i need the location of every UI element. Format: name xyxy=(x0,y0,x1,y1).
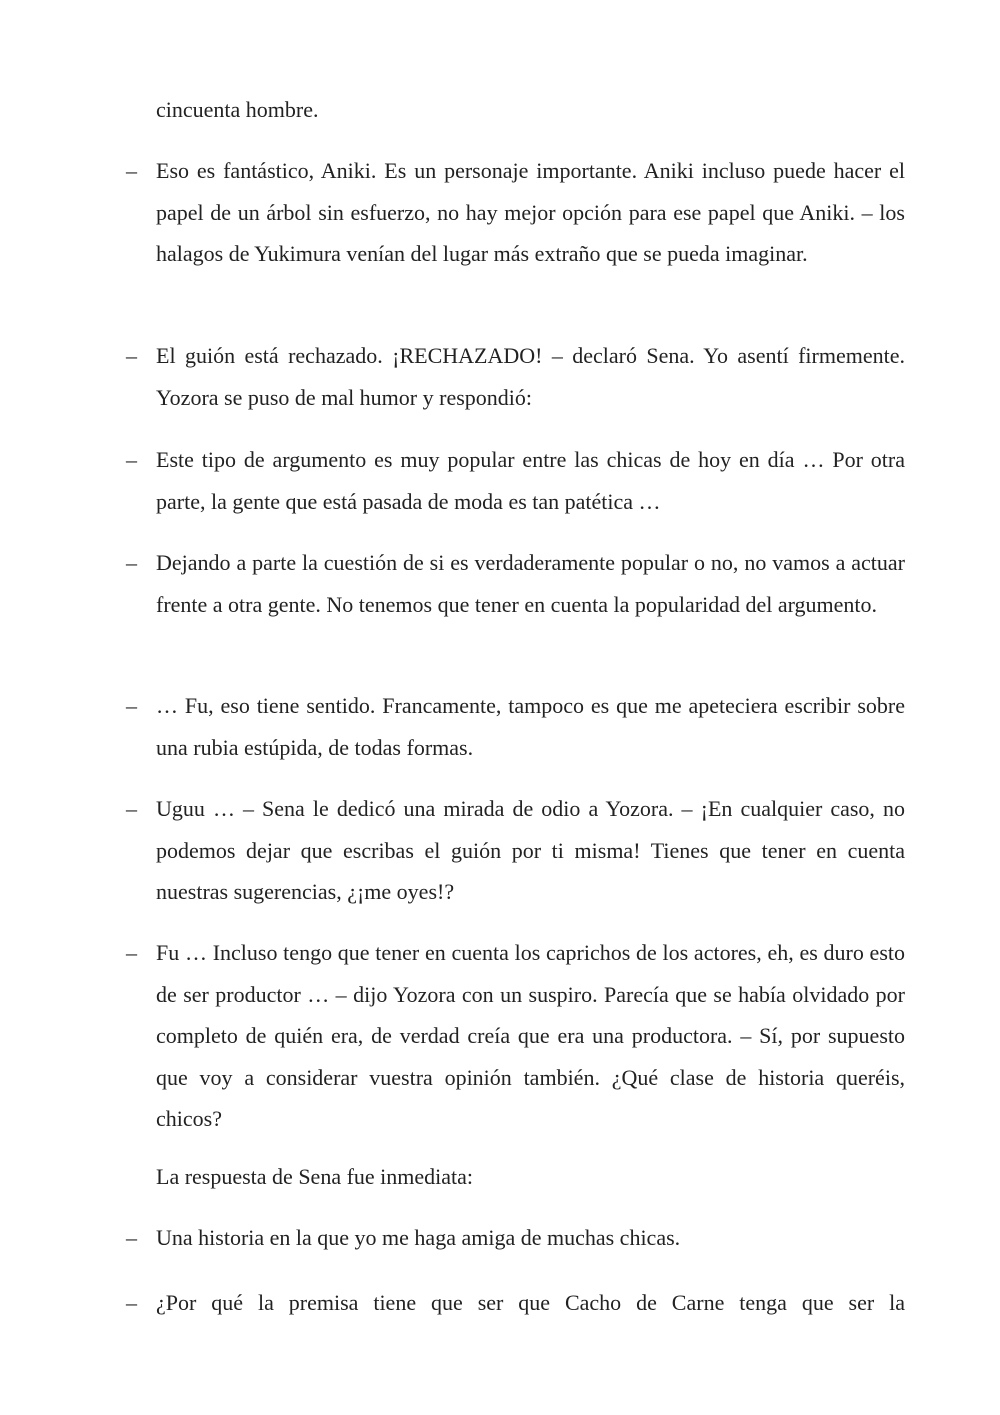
dialogue-paragraph: Este tipo de argumento es muy popular entre las chicas de hoy en día … Por otra parte, la gente que está pasada de moda es tan patética … xyxy=(156,447,905,514)
dialogue-paragraph: Eso es fantástico, Aniki. Es un personaje importante. Aniki incluso puede hacer el papel de un árbol sin esfuerzo, no hay mejor opción para ese papel que Aniki. – los halagos de Yukimura venían del lugar más extraño que se pueda imaginar. xyxy=(156,158,905,266)
dialogue-dash: – xyxy=(126,343,137,368)
dialogue-paragraph: Uguu … – Sena le dedicó una mirada de odio a Yozora. – ¡En cualquier caso, no podemos dejar que escribas el guión por ti misma! Tienes que tener en cuenta nuestras sugerencias, ¿¡me oyes!? xyxy=(156,796,905,904)
dialogue-dash: – xyxy=(126,1225,137,1250)
dialogue-dash: – xyxy=(126,1290,137,1315)
dialogue-dash: – xyxy=(126,940,137,965)
dialogue-paragraph: El guión está rechazado. ¡RECHAZADO! – declaró Sena. Yo asentí firmemente. Yozora se puso de mal humor y respondió: xyxy=(156,343,905,410)
dialogue-paragraph: … Fu, eso tiene sentido. Francamente, tampoco es que me apeteciera escribir sobre una rubia estúpida, de todas formas. xyxy=(156,693,905,760)
dialogue-dash: – xyxy=(126,693,137,718)
dialogue-paragraph: Fu … Incluso tengo que tener en cuenta los caprichos de los actores, eh, es duro esto de ser productor … – dijo Yozora con un suspiro. Parecía que se había olvidado por completo de quién era, de verdad creía que era una productora. – Sí, por supuesto que voy a considerar vuestra opinión también. ¿Qué clase de historia queréis, chicos? xyxy=(156,940,905,1131)
dialogue-paragraph: ¿Por qué la premisa tiene que ser que Cacho de Carne tenga que ser la xyxy=(156,1290,905,1315)
dialogue-dash: – xyxy=(126,447,137,472)
dialogue-paragraph: Una historia en la que yo me haga amiga de muchas chicas. xyxy=(156,1225,681,1250)
dialogue-dash: – xyxy=(126,550,137,575)
narration-paragraph: La respuesta de Sena fue inmediata: xyxy=(156,1164,474,1189)
paragraph-continuation: cincuenta hombre. xyxy=(156,97,319,122)
dialogue-dash: – xyxy=(126,158,137,183)
dialogue-dash: – xyxy=(126,796,137,821)
dialogue-paragraph: Dejando a parte la cuestión de si es verdaderamente popular o no, no vamos a actuar frente a otra gente. No tenemos que tener en cuenta la popularidad del argumento. xyxy=(156,550,905,617)
